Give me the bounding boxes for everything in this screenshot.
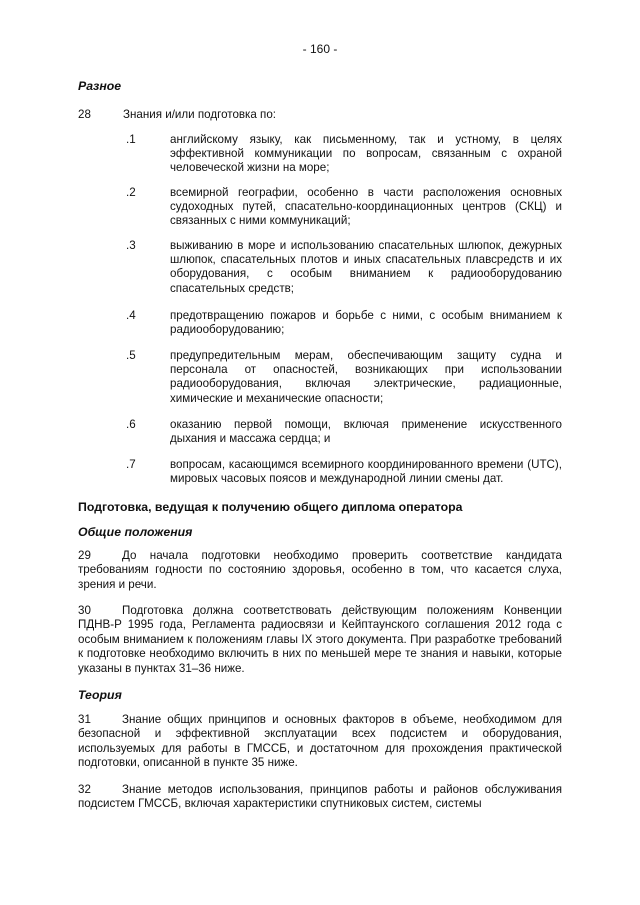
section-heading-general: Общие положения: [78, 525, 193, 539]
paragraph: [78, 549, 562, 592]
section-heading-theory: Теория: [78, 688, 122, 702]
list-item-number: .6: [126, 418, 136, 431]
section-heading-misc: Разное: [78, 79, 122, 93]
paragraph-number: 28: [78, 108, 91, 121]
list-item-text: оказанию первой помощи, включая применение искусственного дыхания и массажа сердца; и: [170, 418, 562, 446]
list-item-text: вопросам, касающимся всемирного координированного времени (UTC), мировых часовых поясов и международной линии смены дат.: [170, 458, 562, 486]
list-item-number: .1: [126, 133, 136, 146]
paragraph: [78, 783, 562, 812]
paragraph-text: Подготовка должна соответствовать действующим положениям Конвенции ПДНВ-Р 1995 года, Регламента радиосвязи и Кейптаунского соглашения 2012 года с особым вниманием к положениям главы IX этого документа. При разработке требований к подготовке необходимо включить в них по меньшей мере те знания и навыки, которые указаны в пунктах 31–36 ниже.: [78, 604, 562, 675]
list-item-number: .4: [126, 309, 136, 322]
paragraph-number: 30: [78, 604, 91, 617]
list-item-text: предотвращению пожаров и борьбе с ними, с особым вниманием к радиооборудованию;: [170, 309, 562, 337]
list-item-text: английскому языку, как письменному, так и устному, в целях эффективной коммуникации по вопросам, связанным с охраной человеческой жизни на море;: [170, 133, 562, 175]
list-item-text: выживанию в море и использованию спасательных шлюпок, дежурных шлюпок, спасательных плотов и иных спасательных плавсредств и их оборудования, с особым вниманием к радиооборудованию спасательных средств;: [170, 239, 562, 295]
list-item-text: всемирной географии, особенно в части расположения основных судоходных путей, спасательно-координационных центров (СКЦ) и связанных с ними коммуникаций;: [170, 186, 562, 228]
paragraph-text: До начала подготовки необходимо проверить соответствие кандидата требованиям годности по состоянию здоровья, особенно в том, что касается слуха, зрения и речи.: [78, 549, 562, 591]
paragraph-intro: Знания и/или подготовка по:: [123, 108, 276, 121]
list-item-number: .5: [126, 349, 136, 362]
paragraph-number: 32: [78, 783, 91, 796]
list-item-number: .2: [126, 186, 136, 199]
paragraph-number: 31: [78, 713, 91, 726]
paragraph: [78, 604, 562, 676]
list-item-number: .3: [126, 239, 136, 252]
list-item-number: .7: [126, 458, 136, 471]
paragraph: [78, 713, 562, 771]
page-number: - 160 -: [302, 42, 338, 56]
training-heading: Подготовка, ведущая к получению общего диплома оператора: [78, 500, 463, 514]
list-item-text: предупредительным мерам, обеспечивающим защиту судна и персонала от опасностей, возникающих при использовании радиооборудования, включая электрические, радиационные, химические и механические опасности;: [170, 349, 562, 405]
paragraph-text: Знание методов использования, принципов работы и районов обслуживания подсистем ГМССБ, включая характеристики спутниковых систем, системы: [78, 783, 562, 811]
paragraph-text: Знание общих принципов и основных факторов в объеме, необходимом для безопасной и эффективной эксплуатации всех подсистем и оборудования, используемых для работы в ГМССБ, и достаточном для прохождения практической подготовки, описанной в пункте 35 ниже.: [78, 713, 562, 770]
paragraph-number: 29: [78, 549, 91, 562]
